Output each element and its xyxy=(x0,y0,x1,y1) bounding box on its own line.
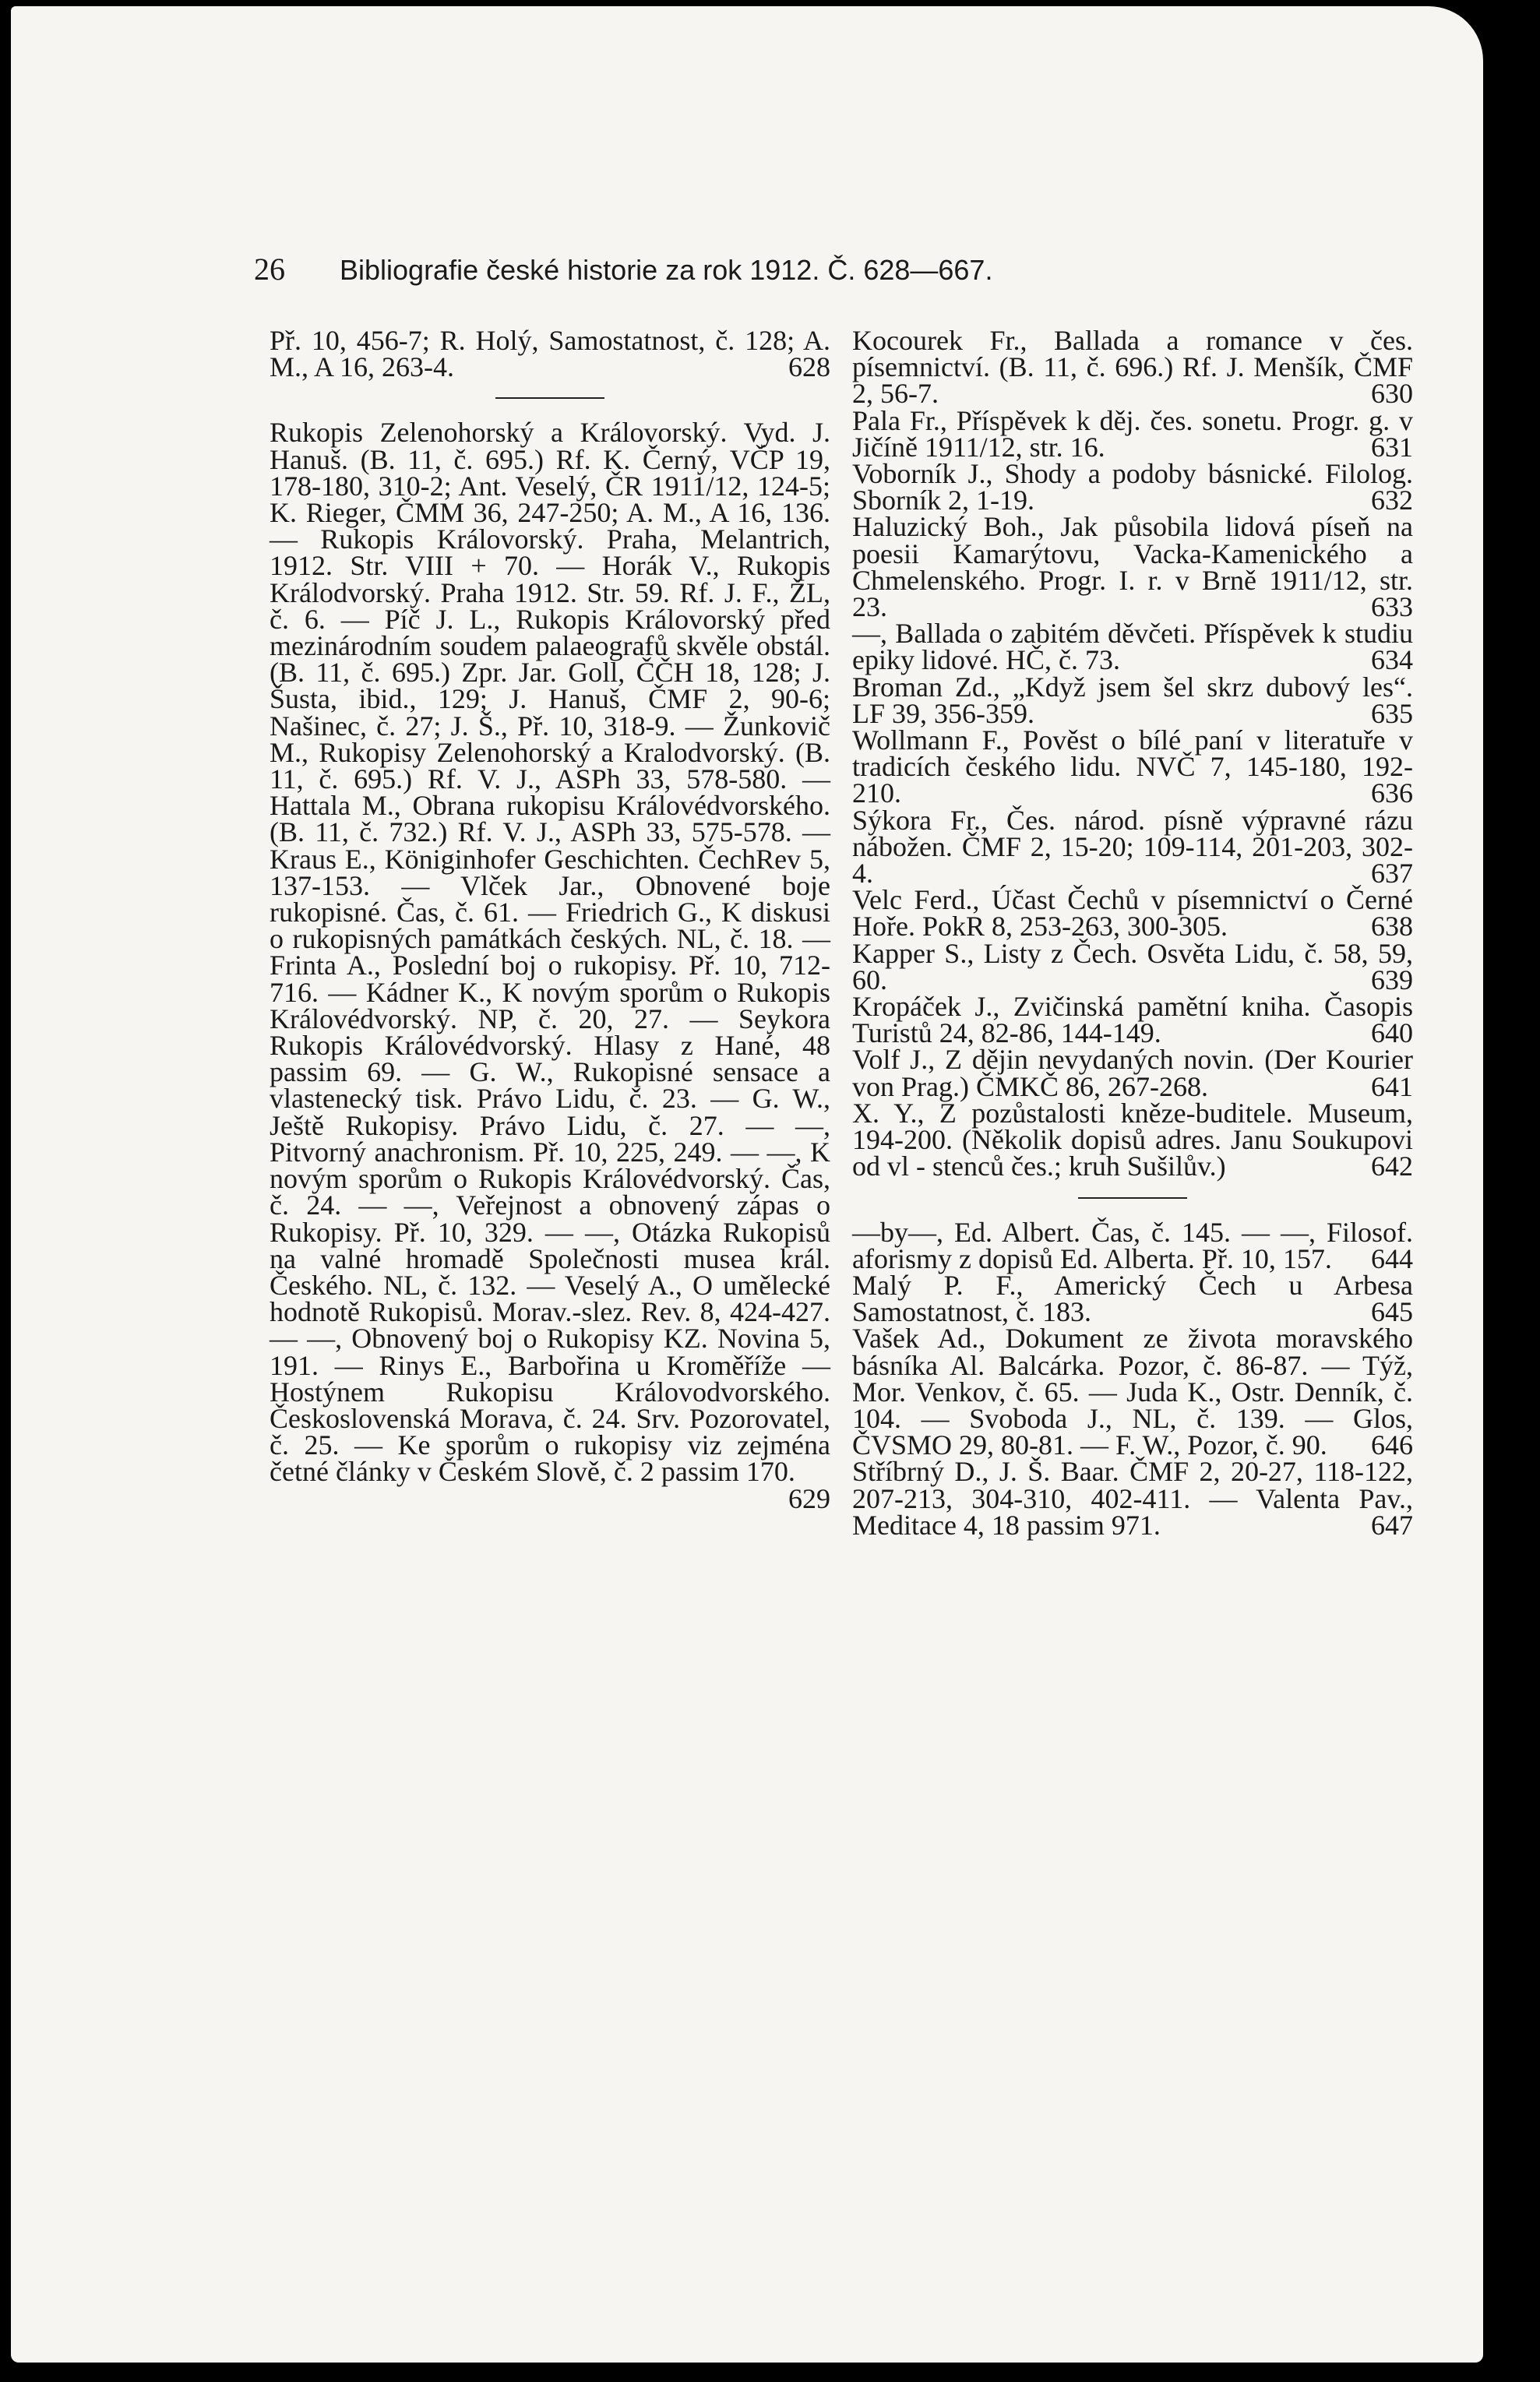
entry-number: 638 xyxy=(1371,911,1413,943)
entry-number: 637 xyxy=(1371,858,1413,890)
entry-number: 635 xyxy=(1371,697,1413,729)
entry-642 xyxy=(852,1097,1413,1182)
entry-text: Broman Zd., „Když jsem šel skrz dubový les“. LF 39, 356-359. xyxy=(852,671,1413,729)
entry-number: 644 xyxy=(1371,1242,1413,1274)
running-header xyxy=(254,251,1267,287)
entry-641 xyxy=(852,1044,1413,1102)
section-divider xyxy=(495,397,604,399)
entry-number: 646 xyxy=(1371,1429,1413,1461)
page-number: 26 xyxy=(254,252,285,287)
entry-number: 640 xyxy=(1371,1017,1413,1049)
entry-636 xyxy=(852,724,1413,809)
entry-text: —by—, Ed. Albert. Čas, č. 145. — —, Filosof. aforismy z dopisů Ed. Alberta. Př. 10, 157. xyxy=(852,1216,1413,1274)
entry-number: 645 xyxy=(1371,1296,1413,1328)
page-title: Bibliografie české historie za rok 1912. Č. 628—667. xyxy=(340,254,993,286)
entry-633 xyxy=(852,511,1413,623)
entry-628 xyxy=(270,325,830,383)
entry-632 xyxy=(852,458,1413,516)
entry-number: 647 xyxy=(1371,1509,1413,1541)
entry-text: Haluzický Boh., Jak působila lidová píseň na poesii Kamarýtovu, Vacka-Kamenického a Chmelenského. Progr. I. r. v Brně 1911/12, str. 23. xyxy=(852,511,1413,623)
entry-634 xyxy=(852,618,1413,676)
entry-644 xyxy=(852,1216,1413,1274)
entry-630 xyxy=(852,325,1413,410)
entry-number: 631 xyxy=(1371,431,1413,463)
entry-number: 634 xyxy=(1371,644,1413,676)
entry-638 xyxy=(852,884,1413,943)
entry-640 xyxy=(852,991,1413,1049)
entry-number: 633 xyxy=(1371,591,1413,623)
entry-639 xyxy=(852,937,1413,995)
entry-646 xyxy=(852,1323,1413,1461)
entry-647 xyxy=(852,1456,1413,1541)
entry-number: 630 xyxy=(1371,378,1413,410)
entry-text: Sýkora Fr., Čes. národ. písně výpravné rázu nábožen. ČMF 2, 15-20; 109-114, 201-203, 302-4. xyxy=(852,804,1413,890)
entry-number: 639 xyxy=(1371,964,1413,995)
entry-text: —, Ballada o zabitém děvčeti. Příspěvek k studiu epiky lidové. HČ, č. 73. xyxy=(852,618,1413,676)
entry-text: Rukopis Zelenohorský a Královorský. Vyd. J. Hanuš. (B. 11, č. 695.) Rf. K. Černý, VČP 19, 178-180, 310-2; Ant. Veselý, ČR 1911/12, 124-5; K. Rieger, ČMM 36, 247-250; A. M., A 16, 136. — Rukopis Královorský. Praha, Melantrich, 1912. Str. VIII + 70. — Horák V., Rukopis Králodvorský. Praha 1912. Str. 59. Rf. J. F., ŽL, č. 6. — Píč J. L., Rukopis Královorský před mezinárodním soudem palaeografů skvěle obstál. (B. 11, č. 695.) Zpr. Jar. Goll, ČČH 18, 128; J. Šusta, ibid., 129; J. Hanuš, ČMF 2, 90-6; Našinec, č. 27; J. Š., Př. 10, 318-9. — Žunkovič M., Rukopisy Zelenohorský a Kralodvorský. (B. 11, č. 695.) Rf. V. J., ASPh 33, 578-580. — Hattala M., Obrana rukopisu Královédvorského. (B. 11, č. 732.) Rf. V. J., ASPh 33, 575-578. — Kraus E., Königinhofer Geschichten. ČechRev 5, 137-153. — Vlček Jar., Obnovené boje rukopisné. Čas, č. 61. — Friedrich G., K diskusi o rukopisných památkách českých. NL, č. 18. — Frinta A., Poslední boj o rukopisy. Př. 10, 712-716. — Kádner K., K novým sporům o Rukopis Královédvorský. NP, č. 20, 27. — Seykora Rukopis Královédvorský. Hlasy z Hané, 48 passim 69. — G. W., Rukopisné sensace a vlastenecký tisk. Právo Lidu, č. 23. — G. W., Ještě Rukopisy. Právo Lidu, č. 27. — —, Pitvorný anachronism. Př. 10, 225, 249. — —, K novým sporům o Rukopis Královédvorský. Čas, č. 24. — —, Veřejnost a obnovený zápas o Rukopisy. Př. 10, 329. — —, Otázka Rukopisů na valné hromadě Společnosti musea král. Českého. NL, č. 132. — Veselý A., O umělecké hodnotě Rukopisů. Morav.-slez. Rev. 8, 424-427. — —, Obnovený boj o Rukopisy KZ. Novina 5, 191. — Rinys E., Barbořina u Kroměříže — Hostýnem Rukopisu Královodvorského. Československá Morava, č. 24. Srv. Pozorovatel, č. 25. — Ke sporům o rukopisy viz zejména četné články v Českém Slově, č. 2 passim 170. xyxy=(270,417,830,1488)
entry-631 xyxy=(852,404,1413,463)
entry-text: Kropáček J., Zvičinská pamětní kniha. Časopis Turistů 24, 82-86, 144-149. xyxy=(852,991,1413,1049)
entry-number: 628 xyxy=(788,351,830,383)
entry-635 xyxy=(852,671,1413,729)
entry-text: Pala Fr., Příspěvek k děj. čes. sonetu. Progr. g. v Jičíně 1911/12, str. 16. xyxy=(852,404,1413,463)
entry-text: Kocourek Fr., Ballada a romance v čes. písemnictví. (B. 11, č. 696.) Rf. J. Menšík, ČMF 2, 56-7. xyxy=(852,325,1413,410)
entry-text: Wollmann F., Pověst o bílé paní v literatuře v tradicích českého lidu. NVČ 7, 145-180, 192-210. xyxy=(852,724,1413,809)
entry-text: Stříbrný D., J. Š. Baar. ČMF 2, 20-27, 118-122, 207-213, 304-310, 402-411. — Valenta Pav., Meditace 4, 18 passim 971. xyxy=(852,1456,1413,1541)
entry-text: Malý P. F., Americký Čech u Arbesa Samostatnost, č. 183. xyxy=(852,1269,1413,1328)
entry-629 xyxy=(270,417,830,1514)
entry-number: 641 xyxy=(1371,1070,1413,1102)
entry-text: Kapper S., Listy z Čech. Osvěta Lidu, č. 58, 59, 60. xyxy=(852,937,1413,995)
entry-text: Volf J., Z dějin nevydaných novin. (Der Kourier von Prag.) ČMKČ 86, 267-268. xyxy=(852,1044,1413,1102)
entry-number: 632 xyxy=(1371,485,1413,516)
entry-number: 642 xyxy=(1371,1150,1413,1182)
entry-text: Velc Ferd., Účast Čechů v písemnictví o Černé Hoře. PokR 8, 253-263, 300-305. xyxy=(852,884,1413,943)
entry-637 xyxy=(852,804,1413,890)
entry-text: X. Y., Z pozůstalosti kněze-buditele. Museum, 194-200. (Několik dopisů adres. Janu Soukupovi od vl - stenců čes.; kruh Sušilův.) xyxy=(852,1097,1413,1182)
entry-645 xyxy=(852,1269,1413,1328)
section-divider xyxy=(1078,1197,1187,1199)
entry-number: 636 xyxy=(1371,777,1413,809)
left-column xyxy=(270,327,830,1512)
entry-text: Vašek Ad., Dokument ze života moravského básníka Al. Balcárka. Pozor, č. 86-87. — Týž, Mor. Venkov, č. 65. — Juda K., Ostr. Denník, č. 104. — Svoboda J., NL, č. 139. — Glos, ČVSMO 29, 80-81. — F. W., Pozor, č. 90. xyxy=(852,1323,1413,1461)
entry-text: Př. 10, 456-7; R. Holý, Samostatnost, č. 128; A. M., A 16, 263-4. xyxy=(270,325,830,383)
entry-text: Voborník J., Shody a podoby básnické. Filolog. Sborník 2, 1-19. xyxy=(852,458,1413,516)
right-column xyxy=(852,325,1413,1541)
entry-number: 629 xyxy=(788,1482,830,1514)
